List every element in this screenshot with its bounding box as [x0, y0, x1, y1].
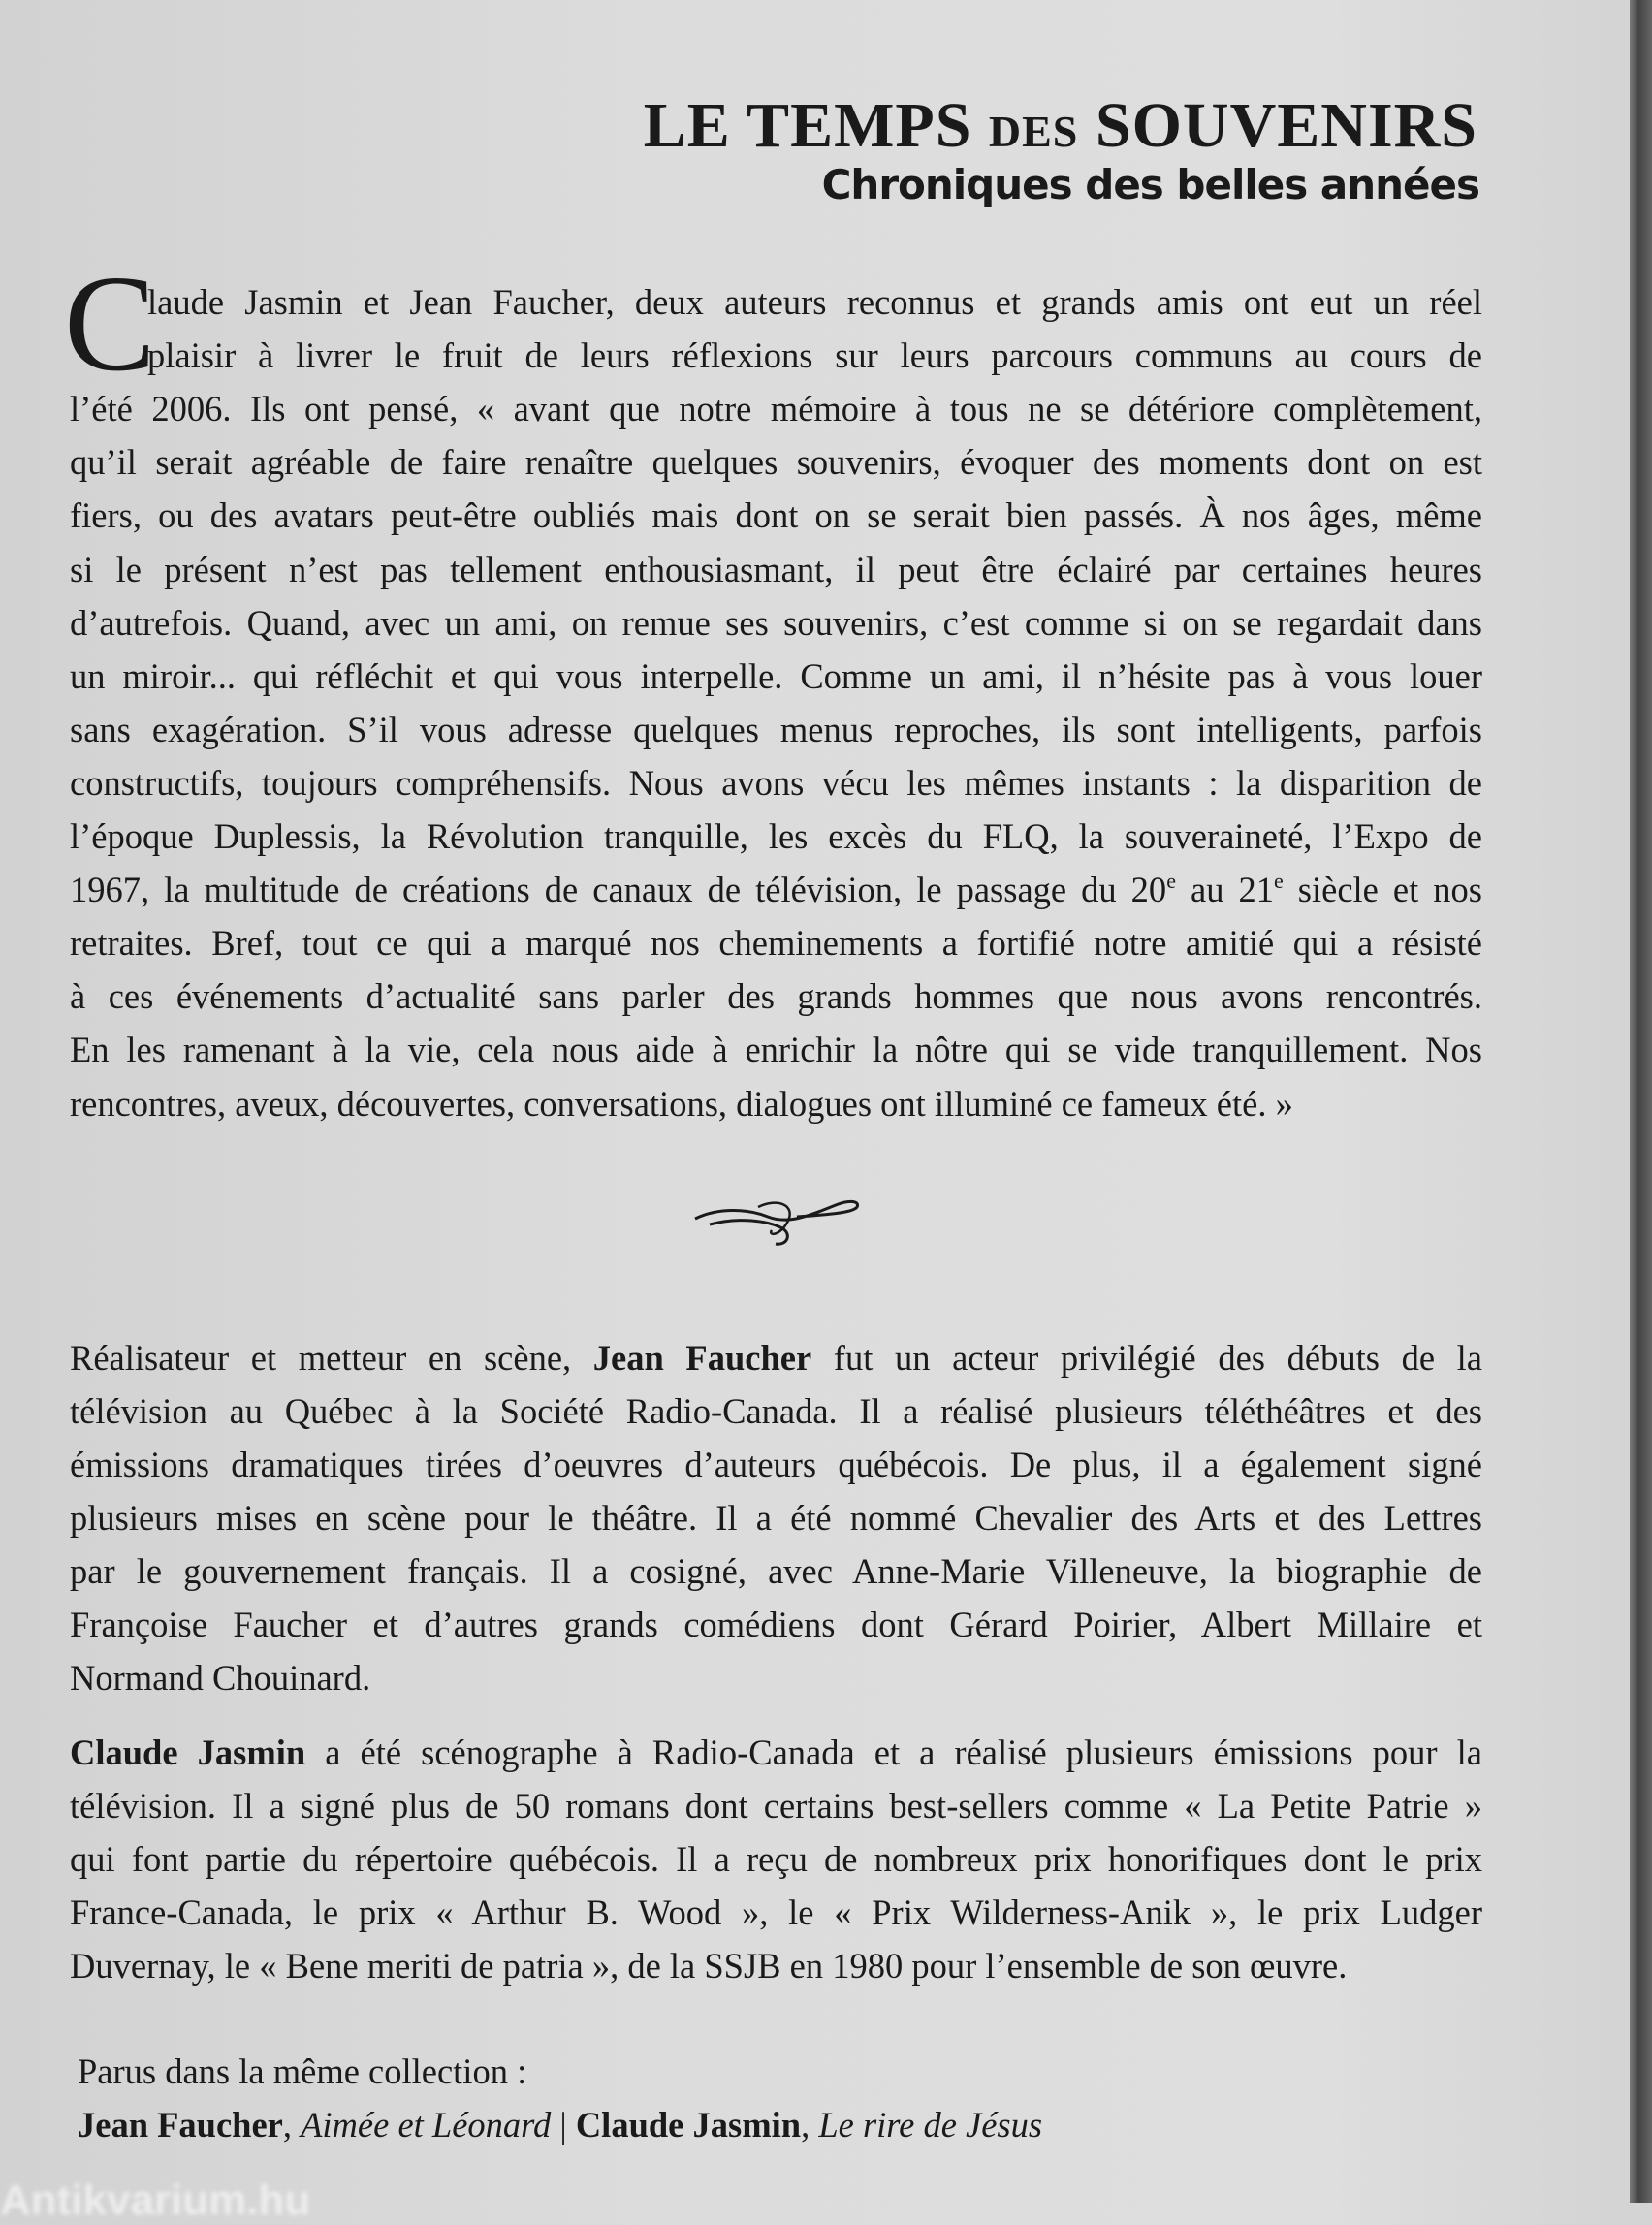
- text-line: [70, 1726, 1482, 1779]
- text-line: plaisir à livrer le fruit de leurs réflexions sur leurs parcours communs au cours de: [147, 335, 1482, 376]
- text-line: d’autrefois. Quand, avec un ami, on remue ses souvenirs, c’est comme si on se regardait dans: [70, 602, 1482, 643]
- text-segment: a été scénographe à Radio-Canada et a réalisé plusieurs émissions pour la: [305, 1732, 1482, 1772]
- text-line: Normand Chouinard.: [70, 1658, 371, 1698]
- title-word: TEMPS: [747, 90, 972, 161]
- book-title-ref: Aimée et Léonard: [301, 2105, 552, 2145]
- author-name: Claude Jasmin: [575, 2105, 802, 2145]
- text-line: rencontres, aveux, découvertes, conversations, dialogues ont illuminé ce fameux été. »: [70, 1083, 1293, 1124]
- text-line: laude Jasmin et Jean Faucher, deux auteurs reconnus et grands amis ont eut un réel: [147, 282, 1482, 322]
- drop-cap: C: [64, 246, 156, 399]
- text-line: constructifs, toujours compréhensifs. Nous avons vécu les mêmes instants : la disparition de: [70, 762, 1482, 803]
- title-word: DES: [988, 107, 1079, 156]
- text-line: par le gouvernement français. Il a cosigné, avec Anne-Marie Villeneuve, la biographie de: [70, 1551, 1482, 1591]
- text-segment: ,: [801, 2105, 819, 2145]
- text-line: l’époque Duplessis, la Révolution tranquille, les excès du FLQ, la souveraineté, l’Expo de: [70, 816, 1482, 856]
- text-segment: Réalisateur et metteur en scène,: [70, 1338, 593, 1378]
- book-title-ref: Le rire de Jésus: [818, 2105, 1043, 2145]
- title-word: LE: [643, 90, 731, 161]
- page-edge-shadow: [1630, 0, 1652, 2203]
- author-name: Jean Faucher: [78, 2105, 283, 2145]
- text-segment: |: [551, 2105, 576, 2145]
- text-segment: au 21: [1175, 870, 1274, 910]
- watermark: Antikvarium.hu: [0, 2177, 311, 2224]
- text-line: sans exagération. S’il vous adresse quelques menus reproches, ils sont intelligents, parfois: [70, 709, 1482, 749]
- title-word: SOUVENIRS: [1095, 90, 1477, 161]
- text-line: retraites. Bref, tout ce qui a marqué nos cheminements a fortifié notre amitié qui a résisté: [70, 923, 1482, 964]
- text-line: si le présent n’est pas tellement enthousiasmant, il peut être éclairé par certaines heures: [70, 549, 1482, 589]
- text-segment: e: [1166, 869, 1176, 894]
- text-line: France-Canada, le prix « Arthur B. Wood », le « Prix Wilderness-Anik », le prix Ludger: [70, 1892, 1482, 1932]
- text-line: émissions dramatiques tirées d’oeuvres d’auteurs québécois. De plus, il a également signé: [70, 1445, 1482, 1484]
- text-line: En les ramenant à la vie, cela nous aide à enrichir la nôtre qui se vide tranquillement. Nos: [70, 1030, 1482, 1070]
- text-line: télévision. Il a signé plus de 50 romans dont certains best-sellers comme « La Petite Patrie »: [70, 1786, 1482, 1826]
- text-line: [78, 2098, 1490, 2151]
- text-line: [70, 863, 1482, 916]
- author-name: Claude Jasmin: [70, 1732, 306, 1772]
- text-line: télévision au Québec à la Société Radio-Canada. Il a réalisé plusieurs téléthéâtres et des: [70, 1391, 1482, 1431]
- text-line: à ces événements d’actualité sans parler des grands hommes que nous avons rencontrés.: [70, 976, 1482, 1017]
- text-line: qui font partie du répertoire québécois. Il a reçu de nombreux prix honorifiques dont le prix: [70, 1839, 1482, 1879]
- author-name: Jean Faucher: [592, 1338, 812, 1378]
- text-line: [70, 1331, 1482, 1384]
- book-title: [644, 89, 1477, 163]
- text-segment: e: [1273, 869, 1284, 894]
- text-segment: ,: [282, 2105, 302, 2145]
- book-subtitle: Chroniques des belles années: [821, 161, 1479, 208]
- text-line: fiers, ou des avatars peut-être oubliés mais dont on se serait bien passés. À nos âges, même: [70, 495, 1482, 536]
- text-line: l’été 2006. Ils ont pensé, « avant que notre mémoire à tous ne se détériore complètement,: [70, 389, 1482, 429]
- flourish-ornament-icon: [690, 1188, 865, 1256]
- text-line: Duvernay, le « Bene meriti de patria », de la SSJB en 1980 pour l’ensemble de son œuvre.: [70, 1946, 1348, 1986]
- text-line: plusieurs mises en scène pour le théâtre. Il a été nommé Chevalier des Arts et des Lettres: [70, 1498, 1482, 1538]
- text-line: Parus dans la même collection :: [78, 2051, 527, 2091]
- text-line: qu’il serait agréable de faire renaître quelques souvenirs, évoquer des moments dont on est: [70, 442, 1482, 483]
- text-line: Françoise Faucher et d’autres grands comédiens dont Gérard Poirier, Albert Millaire et: [70, 1605, 1482, 1644]
- text-segment: siècle et nos: [1283, 870, 1482, 910]
- text-line: un miroir... qui réfléchit et qui vous interpelle. Comme un ami, il n’hésite pas à vous louer: [70, 655, 1482, 696]
- text-segment: fut un acteur privilégié des débuts de la: [811, 1338, 1482, 1378]
- text-segment: 1967, la multitude de créations de canaux de télévision, le passage du 20: [70, 870, 1167, 910]
